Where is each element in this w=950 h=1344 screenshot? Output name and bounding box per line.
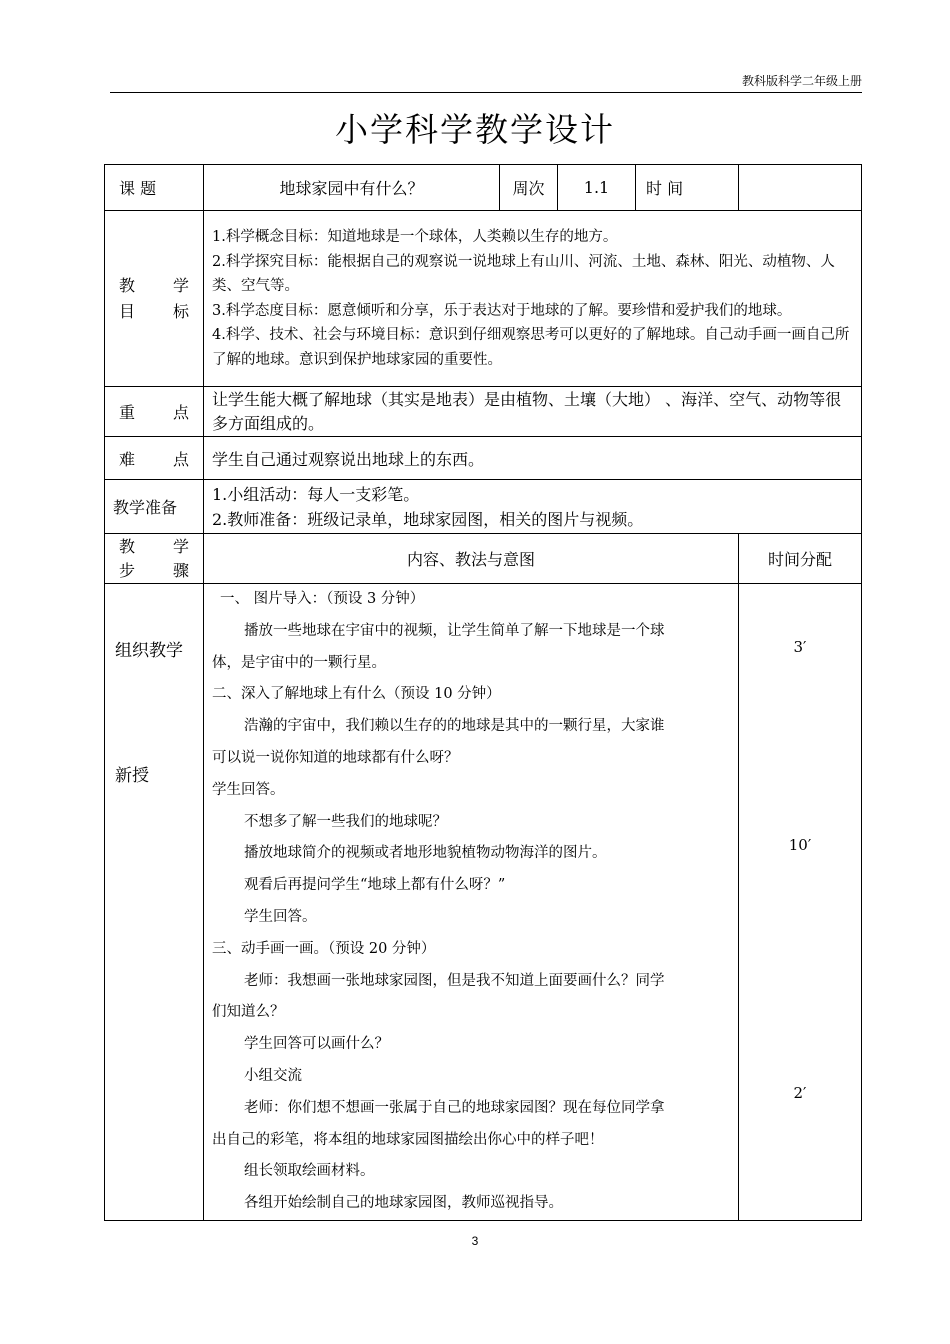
- content-line: 老师：你们想不想画一张属于自己的地球家园图？现在每位同学拿: [244, 1099, 665, 1116]
- time-allocation-cell: [739, 584, 862, 1221]
- content-line: 们知道么？: [212, 1004, 285, 1021]
- preparation-content: [204, 480, 862, 534]
- time-value-2: 10′: [788, 836, 812, 854]
- publisher-text: 教科版科学二年级上册: [741, 74, 862, 88]
- goals-row: [105, 211, 862, 387]
- content-line: 学生回答。: [244, 908, 317, 925]
- content-line: 老师：我想画一张地球家园图，但是我不知道上面要画什么？同学: [244, 972, 665, 989]
- content-line: 播放地球简介的视频或者地形地貌植物动物海洋的图片。: [244, 845, 607, 862]
- key-point-row: [105, 387, 862, 437]
- preparation-item: 2.教师准备：班级记录单，地球家园图，相关的图片与视频。: [212, 509, 644, 529]
- goal-item: 1.科学概念目标：知道地球是一个球体，人类赖以生存的地方。: [212, 229, 618, 245]
- preparation-item: 1.小组活动：每人一支彩笔。: [212, 484, 420, 504]
- time-value-3: 2′: [793, 1084, 807, 1102]
- content-line: 学生回答可以画什么？: [244, 1036, 389, 1053]
- goals-label: 教 学 目 标: [105, 211, 204, 387]
- preparation-label: 教学准备: [105, 480, 204, 534]
- content-row: [105, 584, 862, 1221]
- topic-label-cell: [105, 165, 204, 211]
- key-point-label: 重 点: [105, 387, 204, 437]
- goal-item: 3.科学态度目标：愿意倾听和分享，乐于表达对于地球的了解。要珍惜和爱护我们的地球。: [212, 302, 792, 319]
- content-lines: [212, 584, 730, 1220]
- info-row: [105, 165, 862, 211]
- content-line: 一、 图片导入：（预设 3 分钟）: [220, 591, 425, 607]
- content-line: 组长领取绘画材料。: [244, 1163, 375, 1180]
- lesson-plan-table: [104, 164, 862, 1221]
- week-value: 1.1: [558, 165, 636, 211]
- content-line: 二、深入了解地球上有什么（预设 10 分钟）: [212, 686, 501, 703]
- document-title: 小学科学教学设计: [335, 110, 615, 149]
- content-line: 体，是宇宙中的一颗行星。: [212, 654, 386, 671]
- stage-label-new: 新授: [115, 766, 149, 786]
- time-label: 时 间: [636, 165, 739, 211]
- content-line: 播放一些地球在宇宙中的视频，让学生简单了解一下地球是一个球: [244, 622, 665, 639]
- content-line: 浩瀚的宇宙中，我们赖以生存的的地球是其中的一颗行星，大家谁: [244, 718, 665, 735]
- teaching-content: [204, 584, 739, 1221]
- steps-label: 教 学 步 骤: [105, 534, 204, 584]
- key-point-text: 让学生能大概了解地球（其实是地表）是由植物、土壤（大地） 、海洋、空气、动物等很多方面组成的。: [204, 387, 862, 437]
- goal-item: 4.科学、技术、社会与环境目标：意识到仔细观察思考可以更好的了解地球。自己动手画一画自己所了解的地球。意识到保护地球家园的重要性。: [212, 327, 850, 368]
- stage-label-organize: 组织教学: [115, 641, 183, 661]
- time-value-1: 3′: [793, 638, 807, 656]
- content-line: 可以说一说你知道的地球都有什么呀？: [212, 749, 459, 766]
- difficulty-label: 难 点: [105, 437, 204, 480]
- stage-labels-cell: [105, 584, 204, 1221]
- topic-label: 课 题: [119, 179, 157, 198]
- page-header: [110, 72, 862, 93]
- time-allocation-header: 时间分配: [739, 534, 862, 584]
- content-line: 小组交流: [244, 1067, 302, 1084]
- content-line: 观看后再提问学生“地球上都有什么呀？”: [244, 877, 506, 894]
- week-label: 周次: [500, 165, 558, 211]
- content-line: 各组开始绘制自己的地球家园图，教师巡视指导。: [244, 1195, 563, 1212]
- goal-item: 2.科学探究目标：能根据自己的观察说一说地球上有山川、河流、土地、森林、阳光、动植物、人类、空气等。: [212, 253, 835, 294]
- content-header: 内容、教法与意图: [204, 534, 739, 584]
- time-value: [739, 165, 862, 211]
- content-line: 不想多了解一些我们的地球呢？: [244, 813, 447, 830]
- difficulty-text: 学生自己通过观察说出地球上的东西。: [204, 437, 862, 480]
- preparation-row: [105, 480, 862, 534]
- content-line: 三、动手画一画。（预设 20 分钟）: [212, 940, 436, 957]
- content-line: 学生回答。: [212, 781, 285, 798]
- content-line: 出自己的彩笔，将本组的地球家园图描绘出你心中的样子吧！: [212, 1131, 604, 1148]
- topic-value: 地球家园中有什么？: [204, 165, 500, 211]
- steps-header-row: [105, 534, 862, 584]
- goals-content: [204, 211, 862, 387]
- page-number: 3: [471, 1234, 479, 1248]
- difficulty-row: [105, 437, 862, 480]
